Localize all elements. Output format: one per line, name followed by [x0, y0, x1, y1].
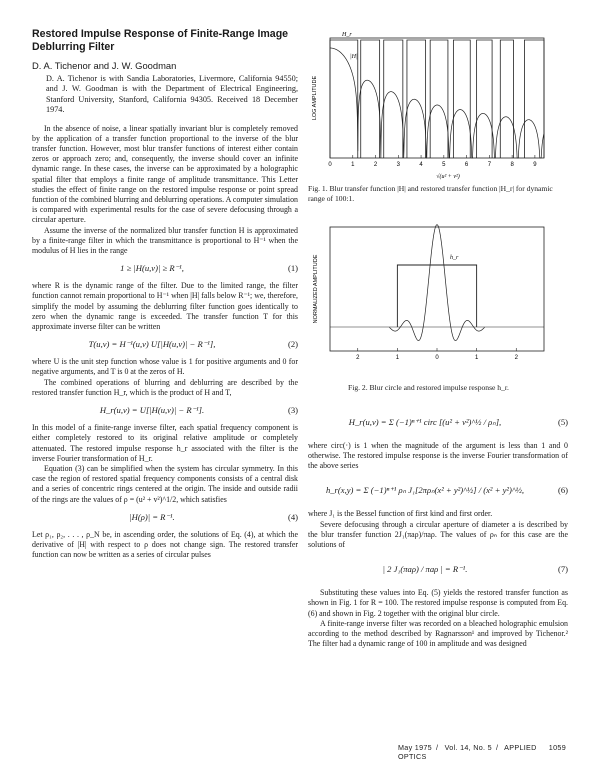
page-footer: May 1975 / Vol. 14, No. 5 / APPLIED OPTICS 1059 — [398, 743, 566, 761]
equation-1 — [32, 260, 298, 277]
x-tick-label: 9 — [533, 162, 537, 168]
paragraph-defocus: Severe defocusing through a circular aperture of diameter a is described by the blur transfer function 2J₁(πaρ)/πaρ. The values of ρₙ for this case are the solutions of — [308, 519, 568, 549]
equation-4 — [32, 509, 298, 526]
x-tick-label: 0 — [328, 162, 332, 168]
x-tick-label: 2 — [356, 355, 360, 362]
x-tick-label: 5 — [442, 162, 446, 168]
x-tick-label: 1 — [351, 162, 355, 168]
figure-1-h-label: |H| — [350, 54, 358, 60]
equation-5 — [308, 407, 568, 437]
h-transfer-curve — [330, 48, 544, 158]
figure-1-xlabel: √(u² + v²) — [436, 174, 460, 180]
hr-pulse — [453, 40, 470, 158]
footer-volume: Vol. 14, No. 5 — [444, 743, 492, 752]
affiliation-text: D. A. Tichenor is with Sandia Laboratories, Livermore, California 94550; and J. W. Goodman is with the Department of Electrical Engineering, Stanford University, Stanford, California 94305. — [46, 74, 298, 104]
paragraph-solutions: Let ρ₁, ρ₂, . . . , ρ_N be, in ascending order, the solutions of Eq. (4), at which the derivative of |H| with respect to ρ does not change sign. The restored transfer function can now be written as a series of circular pulses — [32, 529, 298, 560]
paragraph-bessel: where J₁ is the Bessel function of first kind and first order. — [308, 509, 493, 519]
paragraph-range: where R is the dynamic range of the filter. Due to the limited range, the filter function cannot remain proportional to H⁻¹ when |H| falls below R⁻¹; we, therefore, simplify the model by assuming the deblurring filter function goes identically to zero when the dynamic range is exceeded. The transfer function T for this approximate inverse filter can be written — [32, 281, 298, 332]
x-tick-label: 2 — [373, 162, 378, 168]
author-line: D. A. Tichenor and J. W. Goodman — [32, 60, 177, 71]
paragraph-model: In this model of a finite-range inverse filter, each spatial frequency component is either completely restored to its original relative amplitude or completely attenuated. The restored impulse response h_r associated with the filter is the inverse Fourier transformation of H_r. — [32, 423, 298, 463]
paragraph-assume: Assume the inverse of the normalized blur transfer function H is approximated by a finite-range filter in which the transmittance is proportional to H⁻¹ when the modulus of H lies in the range — [32, 225, 298, 256]
footer-journal: APPLIED OPTICS — [398, 743, 537, 761]
equation-2 — [32, 336, 298, 353]
x-tick-label: 4 — [419, 162, 423, 168]
x-tick-label: 6 — [464, 162, 469, 168]
page-number: 1059 — [548, 743, 566, 752]
x-tick-label: 3 — [396, 162, 400, 168]
figure-2-caption: Fig. 2. Blur circle and restored impulse response h_r. — [348, 383, 509, 393]
hr-pulse — [524, 40, 544, 158]
equation-3-expr: H_r(u,v) = U[|H(u,v)| − R⁻¹]. — [99, 405, 205, 416]
equation-5-number: (5) — [557, 416, 568, 427]
equation-7 — [308, 554, 568, 584]
equation-1-number: (1) — [287, 263, 298, 274]
left-column — [32, 28, 298, 560]
x-tick-label: 2 — [514, 355, 518, 362]
equation-7-expr: | 2 J₁(πaρ) / πaρ | = R⁻¹. — [382, 564, 468, 575]
x-tick-label: 1 — [395, 355, 400, 362]
equation-6 — [308, 475, 568, 505]
footer-date: May 1975 — [398, 743, 432, 752]
equation-5-expr: H_r(u,v) = Σ (−1)ⁿ⁺¹ circ [(u² + v²)^½ / ρₙ], — [348, 416, 502, 427]
hr-pulse — [477, 40, 492, 158]
paragraph-combined: The combined operations of blurring and deblurring are described by the restored transfer function H_r, which is the product of H and T, — [32, 377, 298, 397]
hr-impulse-curve — [389, 225, 484, 341]
figure-2-frame — [330, 227, 544, 351]
x-tick-label: 1 — [474, 355, 479, 362]
equation-2-number: (2) — [287, 339, 298, 350]
paragraph-intro: In the absence of noise, a linear spatially invariant blur is completely removed by the application of a transfer function proportional to the inverse of the blur transfer function. However, most blur transfer functions of interest either contain zeros or approach zero; and, consequently, the inverse should cover an infinite dynamic range. In these cases, the inverse can be approximated by a holographic spatial filter that employs a finite range of amplitude transmittance. This Letter studies the effect of finite range on the restored impulse response or point spread function of the combined blurring and deblurring operations. A computer simulation is compared with experimental results for the case of severe defocusing through a circular aperture. — [32, 123, 298, 225]
figure-1-hr-label: H_r — [342, 32, 352, 38]
equation-4-expr: |H(ρ)| = R⁻¹. — [129, 511, 175, 522]
figure-1-chart — [308, 28, 568, 180]
paragraph-step: where U is the unit step function whose value is 1 for positive arguments and 0 for negative arguments, and T is 0 at the zeros of H. — [32, 357, 298, 377]
received-date: Received 18 December 1974. — [46, 94, 299, 115]
equation-6-expr: h_r(x,y) = Σ (−1)ⁿ⁺¹ ρₙ J₁[2πρₙ(x² + y²)^½] / (x² + y²)^½, — [325, 485, 525, 496]
affiliation — [46, 74, 298, 116]
hr-pulse — [500, 40, 513, 158]
figure-1-caption: Fig. 1. Blur transfer function |H| and restored transfer function |H_r| for dynamic range of 100:1. — [308, 184, 553, 203]
x-tick-label: 8 — [510, 162, 514, 168]
hr-pulse — [430, 40, 448, 158]
paragraph-filter: A finite-range inverse filter was recorded on a bleached holographic emulsion according to the method described by Ragnarsson¹ and improved by Tichenor.² The filter had a dynamic range of 100 in amplitude and was designed — [308, 618, 568, 649]
article-title: Restored Impulse Response of Finite-Range Image Deblurring Filter — [32, 28, 289, 53]
figure-1-frame — [330, 38, 544, 158]
x-tick-label: 0 — [435, 355, 439, 362]
paragraph-substitute: Substituting these values into Eq. (5) yields the restored transfer function as shown in Fig. 1 for R = 100. The restored impulse response is computed from Eq. (6) and shown in Fig. 2 together with the original blur circle. — [308, 588, 568, 618]
equation-3-number: (3) — [287, 405, 298, 416]
figure-2-chart — [308, 217, 568, 369]
equation-3 — [32, 402, 298, 419]
equation-2-expr: T(u,v) = H⁻¹(u,v) U[|H(u,v)| − R⁻¹], — [88, 339, 216, 350]
hr-pulse — [384, 40, 403, 158]
equation-7-number: (7) — [557, 564, 568, 575]
figure-1-ylabel: LOG AMPLITUDE — [312, 75, 318, 121]
figure-2-hr-label: h_r — [450, 255, 459, 262]
blur-circle — [397, 265, 476, 327]
hr-pulse — [361, 40, 380, 158]
right-column — [308, 28, 568, 649]
hr-pulse — [407, 40, 426, 158]
equation-4-number: (4) — [287, 511, 298, 522]
equation-1-expr: 1 ≥ |H(u,v)| ≥ R⁻¹, — [120, 263, 184, 274]
figure-2-ylabel: NORMALIZED AMPLITUDE — [313, 254, 319, 324]
equation-6-number: (6) — [557, 485, 568, 496]
paragraph-circ: where circ(·) is 1 when the magnitude of the argument is less than 1 and 0 otherwise. The restored impulse response is the inverse Fourier transformation of the above series — [308, 440, 568, 471]
x-tick-label: 7 — [487, 162, 492, 168]
paragraph-symmetry: Equation (3) can be simplified when the system has circular symmetry. In this case the region of restored spatial frequency components consists of a central disk and a series of concentric rings centered at the origin. The inside and outside radii of the rings are the values of ρ = (u² + v²)^1/2, which satisfies — [32, 463, 298, 504]
